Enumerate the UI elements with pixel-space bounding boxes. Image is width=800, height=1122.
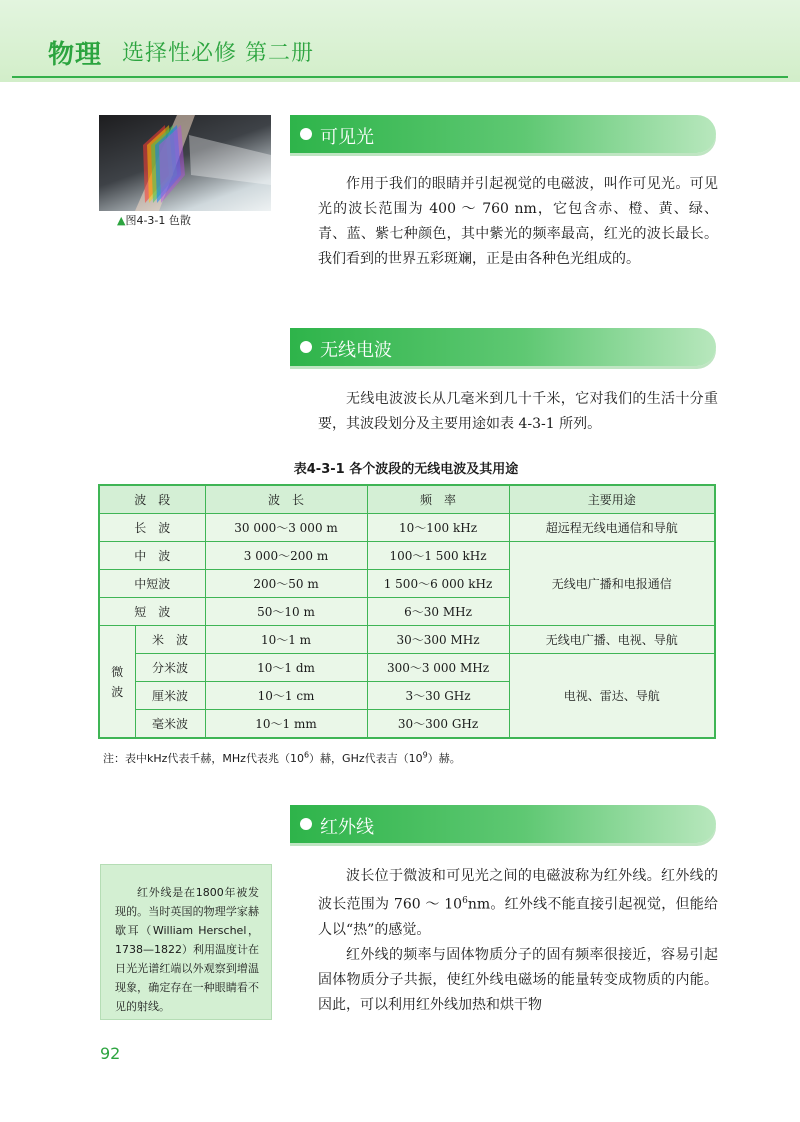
cell-use: 电视、雷达、导航 [509,654,715,739]
cell-frequency: 6～30 MHz [367,598,509,626]
table-row [99,542,715,570]
note-part: ）赫。 [427,752,461,765]
table-title: 表4-3-1 各个波段的无线电波及其用途 [293,462,519,477]
section-infrared [290,805,716,843]
table-row [99,626,715,654]
page-number: 92 [100,1044,121,1063]
section-radio-waves [290,328,716,366]
cell-band: 中 波 [99,542,205,570]
cell-band: 长 波 [99,514,205,542]
prism-illustration-icon [99,115,271,211]
dispersion-photo [99,115,271,211]
cell-wavelength: 10～1 mm [205,710,367,739]
cell-group-microwave [99,626,135,739]
cell-wavelength: 200～50 m [205,570,367,598]
cell-band: 毫米波 [135,710,205,739]
infrared-paragraph-2: 红外线的频率与固体物质分子的固有频率很接近，容易引起固体物质分子共振，使红外线电磁场的能量转变成物质的内能。因此，可以利用红外线加热和烘干物 [318,947,718,1013]
note-part: ）赫，GHz代表吉（10 [309,752,423,765]
cell-use: 超远程无线电通信和导航 [509,514,715,542]
cell-wavelength: 3 000～200 m [205,542,367,570]
section-title: 可见光 [320,127,374,148]
group-label: 微波 [111,664,124,699]
header-rule [12,76,788,78]
book-title: 物理 [48,40,103,70]
cell-frequency: 1 500～6 000 kHz [367,570,509,598]
text-part: nm。红外线不能直接引起视觉，但能给人以“热”的感觉。 [318,896,718,938]
cell-band: 分米波 [135,654,205,682]
figure-caption-text: 图4-3-1 色散 [125,214,191,227]
note-exponent: 9 [422,750,428,760]
header-use: 主要用途 [509,485,715,514]
page-header [0,0,800,82]
cell-frequency: 100～1 500 kHz [367,542,509,570]
header-band: 波 段 [99,485,205,514]
cell-use: 无线电广播和电报通信 [509,542,715,626]
header-wavelength: 波 长 [205,485,367,514]
cell-use: 无线电广播、电视、导航 [509,626,715,654]
sidebox-text: 红外线是在1800年被发现的。当时英国的物理学家赫歇耳（William Herschel，1738—1822）利用温度计在日光光谱红端以外观察到增温现象，确定存在一种眼睛看不见的射线。 [115,886,259,1013]
book-subtitle: 选择性必修 第二册 [122,41,314,66]
cell-wavelength: 10～1 m [205,626,367,654]
exponent: 6 [462,896,468,906]
infrared-paragraph-1 [318,864,718,943]
section-title: 红外线 [320,817,374,838]
table-row [99,514,715,542]
history-sidebox [100,864,272,1020]
note-part: 注：表中kHz代表千赫，MHz代表兆（10 [103,752,304,765]
cell-frequency: 10～100 kHz [367,514,509,542]
table-note [103,750,461,766]
radio-paragraph: 无线电波波长从几毫米到几十千米，它对我们的生活十分重要，其波段划分及主要用途如表 4-3-1 所列。 [318,391,718,432]
bullet-icon [300,818,312,830]
note-exponent: 6 [303,750,310,760]
cell-band: 厘米波 [135,682,205,710]
bullet-icon [300,128,312,140]
figure-caption [117,212,191,228]
cell-band: 米 波 [135,626,205,654]
text-part: 波长位于微波和可见光之间的电磁波称为红外线。红外线的波长范围为 760 ～ 10 [318,868,718,913]
cell-wavelength: 30 000～3 000 m [205,514,367,542]
bullet-icon [300,341,312,353]
header-frequency: 频 率 [367,485,509,514]
cell-band: 中短波 [99,570,205,598]
cell-frequency: 30～300 MHz [367,626,509,654]
cell-wavelength: 50～10 m [205,598,367,626]
section-title: 无线电波 [320,340,392,361]
cell-frequency: 300～3 000 MHz [367,654,509,682]
section-visible-light [290,115,716,153]
radio-band-table [98,484,716,739]
cell-band: 短 波 [99,598,205,626]
triangle-icon: ▲ [117,214,126,227]
cell-wavelength: 10～1 cm [205,682,367,710]
cell-frequency: 3～30 GHz [367,682,509,710]
cell-frequency: 30～300 GHz [367,710,509,739]
cell-wavelength: 10～1 dm [205,654,367,682]
table-row [99,654,715,682]
visible-light-paragraph: 作用于我们的眼睛并引起视觉的电磁波，叫作可见光。可见光的波长范围为 400 ～ 760 nm，它包含赤、橙、黄、绿、青、蓝、紫七种颜色，其中紫光的频率最高，红光的波长最长。我们看到的世界五彩斑斓，正是由各种色光组成的。 [318,176,718,267]
table-header-row [99,485,715,514]
